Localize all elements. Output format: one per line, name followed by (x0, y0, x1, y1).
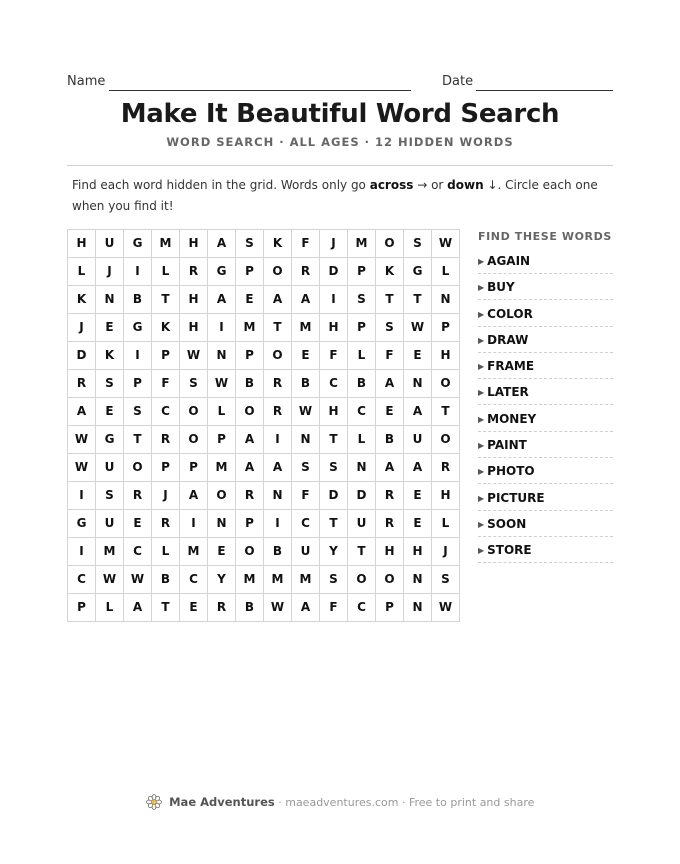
grid-cell[interactable]: P (236, 258, 264, 286)
triangle-bullet-icon: ▶ (478, 467, 485, 477)
grid-cell[interactable]: R (180, 258, 208, 286)
footer-brand: Mae Adventures (169, 795, 275, 809)
grid-cell[interactable]: I (68, 482, 96, 510)
grid-cell[interactable]: S (320, 566, 348, 594)
grid-cell[interactable]: S (96, 370, 124, 398)
grid-cell[interactable]: C (320, 370, 348, 398)
grid-cell[interactable]: M (264, 566, 292, 594)
footer (0, 794, 680, 810)
grid-cell[interactable]: S (404, 230, 432, 258)
grid-cell[interactable]: W (404, 314, 432, 342)
grid-cell[interactable]: H (68, 230, 96, 258)
word-list-item (478, 380, 613, 405)
word-label: PHOTO (487, 464, 535, 479)
grid-cell[interactable]: I (68, 538, 96, 566)
grid-cell[interactable]: P (348, 258, 376, 286)
grid-cell[interactable]: O (180, 398, 208, 426)
grid-cell[interactable]: A (180, 482, 208, 510)
word-list-item (478, 328, 613, 353)
triangle-bullet-icon: ▶ (478, 335, 485, 345)
grid-cell[interactable]: S (292, 454, 320, 482)
grid-cell[interactable]: R (264, 398, 292, 426)
grid-cell[interactable]: S (96, 482, 124, 510)
grid-cell[interactable]: H (404, 538, 432, 566)
word-label: SOON (487, 516, 527, 531)
grid-cell[interactable]: E (404, 510, 432, 538)
word-list-item (478, 354, 613, 379)
grid-cell[interactable]: G (68, 510, 96, 538)
grid-cell[interactable]: A (124, 594, 152, 622)
grid-cell[interactable]: L (96, 594, 124, 622)
word-list-item (478, 407, 613, 432)
grid-cell[interactable]: J (96, 258, 124, 286)
word-label: DRAW (487, 332, 529, 347)
grid-cell[interactable]: L (68, 258, 96, 286)
word-list-item (478, 538, 613, 563)
grid-cell[interactable]: W (264, 594, 292, 622)
grid-cell[interactable]: G (404, 258, 432, 286)
grid-cell[interactable]: O (432, 370, 460, 398)
grid-cell[interactable]: A (404, 398, 432, 426)
word-label: STORE (487, 543, 532, 558)
grid-cell[interactable]: H (432, 342, 460, 370)
grid-cell[interactable]: H (376, 538, 404, 566)
word-list-item (478, 249, 613, 274)
grid-cell[interactable]: P (348, 314, 376, 342)
grid-cell[interactable]: W (180, 342, 208, 370)
grid-cell[interactable]: M (180, 538, 208, 566)
triangle-bullet-icon: ▶ (478, 362, 485, 372)
grid-cell[interactable]: U (96, 230, 124, 258)
triangle-bullet-icon: ▶ (478, 388, 485, 398)
grid-cell[interactable]: A (208, 230, 236, 258)
grid-cell[interactable]: L (208, 398, 236, 426)
grid-cell[interactable]: C (152, 398, 180, 426)
word-list-heading: FIND THESE WORDS (478, 230, 612, 243)
grid-cell[interactable]: F (292, 230, 320, 258)
grid-cell[interactable]: J (432, 538, 460, 566)
grid-cell[interactable]: L (432, 258, 460, 286)
name-date-row (67, 74, 613, 94)
grid-cell[interactable]: S (320, 454, 348, 482)
grid-cell[interactable]: R (376, 510, 404, 538)
divider (67, 165, 613, 166)
grid-cell[interactable]: W (68, 426, 96, 454)
grid-cell[interactable]: S (348, 286, 376, 314)
grid-cell[interactable]: N (96, 286, 124, 314)
grid-cell[interactable]: M (96, 538, 124, 566)
grid-cell[interactable]: N (292, 426, 320, 454)
grid-cell[interactable]: P (236, 510, 264, 538)
word-list-item (478, 433, 613, 458)
grid-cell[interactable]: K (68, 286, 96, 314)
grid-cell[interactable]: K (96, 342, 124, 370)
grid-cell[interactable]: K (264, 230, 292, 258)
grid-cell[interactable]: A (68, 398, 96, 426)
grid-cell[interactable]: G (208, 258, 236, 286)
word-label: BUY (487, 280, 515, 295)
word-label: FRAME (487, 359, 535, 374)
grid-cell[interactable]: E (404, 342, 432, 370)
grid-cell[interactable]: R (68, 370, 96, 398)
grid-cell[interactable]: T (124, 426, 152, 454)
word-label: AGAIN (487, 254, 531, 268)
grid-cell[interactable]: P (236, 342, 264, 370)
word-label: MONEY (487, 411, 537, 426)
grid-cell[interactable]: H (320, 314, 348, 342)
grid-cell[interactable]: P (208, 426, 236, 454)
grid-cell[interactable]: J (68, 314, 96, 342)
grid-cell[interactable]: E (96, 398, 124, 426)
grid-cell[interactable]: D (320, 258, 348, 286)
date-line[interactable] (476, 90, 613, 91)
grid-cell[interactable]: E (236, 286, 264, 314)
grid-cell[interactable]: L (152, 538, 180, 566)
grid-cell[interactable]: T (264, 314, 292, 342)
grid-cell[interactable]: L (152, 258, 180, 286)
word-label: PAINT (487, 438, 527, 453)
grid-cell[interactable]: W (68, 454, 96, 482)
grid-cell[interactable]: F (320, 342, 348, 370)
grid-cell[interactable]: B (124, 286, 152, 314)
grid-cell[interactable]: U (348, 510, 376, 538)
grid-cell[interactable]: P (124, 370, 152, 398)
grid-cell[interactable]: N (264, 482, 292, 510)
instructions-suffix: ↓. Circle each one when you find it! (72, 178, 598, 213)
grid-cell[interactable]: W (96, 566, 124, 594)
grid-cell[interactable]: O (264, 258, 292, 286)
letter-grid (67, 229, 460, 622)
grid-cell[interactable]: L (348, 426, 376, 454)
grid-cell[interactable]: O (432, 426, 460, 454)
word-label: LATER (487, 385, 529, 400)
grid-cell[interactable]: C (124, 538, 152, 566)
grid-cell[interactable]: A (376, 370, 404, 398)
grid-cell[interactable]: W (432, 230, 460, 258)
grid-cell[interactable]: T (320, 426, 348, 454)
grid-cell[interactable]: R (208, 594, 236, 622)
grid-cell[interactable]: N (208, 342, 236, 370)
grid-cell[interactable]: N (432, 286, 460, 314)
grid-cell[interactable]: A (236, 454, 264, 482)
grid-cell[interactable]: P (152, 342, 180, 370)
word-list-item (478, 486, 613, 511)
grid-cell[interactable]: S (124, 398, 152, 426)
grid-cell[interactable]: F (292, 482, 320, 510)
grid-cell[interactable]: R (376, 482, 404, 510)
grid-cell[interactable]: I (264, 426, 292, 454)
grid-cell[interactable]: A (264, 286, 292, 314)
grid-cell[interactable]: O (180, 426, 208, 454)
grid-cell[interactable]: I (124, 258, 152, 286)
grid-cell[interactable]: O (348, 566, 376, 594)
triangle-bullet-icon: ▶ (478, 283, 485, 293)
instructions-prefix: Find each word hidden in the grid. Words only go (72, 178, 370, 192)
grid-cell[interactable]: L (348, 342, 376, 370)
grid-cell[interactable]: P (68, 594, 96, 622)
grid-cell[interactable]: A (264, 454, 292, 482)
grid-cell[interactable]: A (376, 454, 404, 482)
grid-cell[interactable]: M (208, 454, 236, 482)
grid-cell[interactable]: N (404, 566, 432, 594)
page-title: Make It Beautiful Word Search (120, 99, 560, 129)
grid-cell[interactable]: U (96, 454, 124, 482)
word-list (478, 229, 613, 565)
grid-cell[interactable]: M (152, 230, 180, 258)
grid-cell[interactable]: T (152, 594, 180, 622)
grid-cell[interactable]: O (264, 342, 292, 370)
instructions (72, 175, 612, 217)
grid-cell[interactable]: E (180, 594, 208, 622)
word-list-item (478, 302, 613, 327)
grid-cell[interactable]: T (376, 286, 404, 314)
grid-cell[interactable]: M (236, 314, 264, 342)
grid-cell[interactable]: C (292, 510, 320, 538)
grid-cell[interactable]: C (348, 398, 376, 426)
grid-cell[interactable]: I (320, 286, 348, 314)
grid-cell[interactable]: T (348, 538, 376, 566)
grid-cell[interactable]: S (376, 314, 404, 342)
grid-cell[interactable]: F (320, 594, 348, 622)
grid-cell[interactable]: A (208, 286, 236, 314)
name-label: Name (67, 74, 106, 89)
word-label: PICTURE (487, 490, 545, 505)
grid-cell[interactable]: O (376, 230, 404, 258)
grid-cell[interactable]: P (376, 594, 404, 622)
grid-cell[interactable]: O (376, 566, 404, 594)
grid-cell[interactable]: E (292, 342, 320, 370)
grid-cell[interactable]: Y (208, 566, 236, 594)
grid-cell[interactable]: O (236, 398, 264, 426)
grid-cell[interactable]: H (180, 230, 208, 258)
grid-cell[interactable]: E (376, 398, 404, 426)
grid-cell[interactable]: A (292, 594, 320, 622)
grid-cell[interactable]: F (152, 370, 180, 398)
grid-cell[interactable]: B (292, 370, 320, 398)
grid-cell[interactable]: N (208, 510, 236, 538)
grid-cell[interactable]: R (236, 482, 264, 510)
grid-cell[interactable]: I (264, 510, 292, 538)
grid-cell[interactable]: Y (320, 538, 348, 566)
grid-cell[interactable]: W (432, 594, 460, 622)
grid-cell[interactable]: S (432, 566, 460, 594)
grid-cell[interactable]: C (180, 566, 208, 594)
grid-cell[interactable]: R (432, 454, 460, 482)
grid-cell[interactable]: W (208, 370, 236, 398)
grid-cell[interactable]: W (124, 566, 152, 594)
triangle-bullet-icon: ▶ (478, 441, 485, 451)
grid-cell[interactable]: T (432, 398, 460, 426)
grid-cell[interactable]: H (180, 314, 208, 342)
grid-cell[interactable]: N (348, 454, 376, 482)
word-list-item (478, 459, 613, 484)
instructions-arrow-across: → or (413, 178, 448, 192)
triangle-bullet-icon: ▶ (478, 519, 485, 529)
grid-cell[interactable]: P (180, 454, 208, 482)
page-subtitle: WORD SEARCH · ALL AGES · 12 HIDDEN WORDS (166, 135, 514, 149)
word-label: COLOR (487, 306, 533, 321)
grid-cell[interactable]: D (320, 482, 348, 510)
grid-cell[interactable]: T (152, 286, 180, 314)
grid-cell[interactable]: M (292, 314, 320, 342)
grid-cell[interactable]: K (376, 258, 404, 286)
grid-cell[interactable]: I (208, 314, 236, 342)
grid-cell[interactable]: B (236, 594, 264, 622)
triangle-bullet-icon: ▶ (478, 546, 485, 556)
grid-cell[interactable]: A (236, 426, 264, 454)
grid-cell[interactable]: I (124, 342, 152, 370)
name-line[interactable] (109, 90, 411, 91)
grid-cell[interactable]: B (152, 566, 180, 594)
triangle-bullet-icon: ▶ (478, 414, 485, 424)
grid-cell[interactable]: H (320, 398, 348, 426)
grid-cell[interactable]: A (292, 286, 320, 314)
instructions-across: across (369, 178, 414, 192)
triangle-bullet-icon: ▶ (478, 257, 485, 266)
grid-cell[interactable]: U (292, 538, 320, 566)
grid-cell[interactable]: N (404, 594, 432, 622)
grid-cell[interactable]: J (152, 482, 180, 510)
triangle-bullet-icon: ▶ (478, 493, 485, 503)
grid-cell[interactable]: W (292, 398, 320, 426)
triangle-bullet-icon: ▶ (478, 309, 485, 319)
grid-cell[interactable]: H (432, 482, 460, 510)
grid-cell[interactable]: B (236, 370, 264, 398)
grid-cell[interactable]: E (124, 510, 152, 538)
grid-cell[interactable]: L (432, 510, 460, 538)
grid-cell[interactable]: T (404, 286, 432, 314)
word-list-items (478, 249, 613, 563)
grid-cell[interactable]: H (180, 286, 208, 314)
grid-cell[interactable]: M (236, 566, 264, 594)
grid-cell[interactable]: I (180, 510, 208, 538)
grid-cell[interactable]: C (348, 594, 376, 622)
grid-cell[interactable]: M (292, 566, 320, 594)
grid-cell[interactable]: N (404, 370, 432, 398)
grid-cell[interactable]: P (432, 314, 460, 342)
footer-text: · maeadventures.com · Free to print and share (278, 796, 535, 809)
grid-cell[interactable]: E (404, 482, 432, 510)
grid-cell[interactable]: G (124, 230, 152, 258)
grid-cell[interactable]: T (320, 510, 348, 538)
grid-cell[interactable]: O (236, 538, 264, 566)
grid-cell[interactable]: U (96, 510, 124, 538)
grid-cell[interactable]: D (68, 342, 96, 370)
grid-cell[interactable]: P (152, 454, 180, 482)
instructions-down: down (447, 178, 484, 192)
grid-cell[interactable]: E (208, 538, 236, 566)
grid-cell[interactable]: M (348, 230, 376, 258)
grid-cell[interactable]: O (124, 454, 152, 482)
word-list-item (478, 512, 613, 537)
grid-cell[interactable]: R (124, 482, 152, 510)
grid-cell[interactable]: R (292, 258, 320, 286)
grid-cell[interactable]: G (96, 426, 124, 454)
grid-cell[interactable]: S (236, 230, 264, 258)
flower-icon (146, 794, 162, 810)
grid-cell[interactable]: A (404, 454, 432, 482)
grid-cell[interactable]: U (404, 426, 432, 454)
grid-cell[interactable]: B (348, 370, 376, 398)
grid-cell[interactable]: D (348, 482, 376, 510)
word-list-item (478, 275, 613, 300)
grid-cell[interactable]: F (376, 342, 404, 370)
grid-cell[interactable]: J (320, 230, 348, 258)
grid-cell[interactable]: R (152, 510, 180, 538)
grid-cell[interactable]: C (68, 566, 96, 594)
date-label: Date (442, 74, 474, 89)
grid-cell[interactable]: B (264, 538, 292, 566)
grid-cell[interactable]: E (96, 314, 124, 342)
grid-cell[interactable]: K (152, 314, 180, 342)
grid-cell[interactable]: R (152, 426, 180, 454)
grid-cell[interactable]: O (208, 482, 236, 510)
grid-cell[interactable]: R (264, 370, 292, 398)
grid-cell[interactable]: B (376, 426, 404, 454)
grid-cell[interactable]: S (180, 370, 208, 398)
grid-cell[interactable]: G (124, 314, 152, 342)
